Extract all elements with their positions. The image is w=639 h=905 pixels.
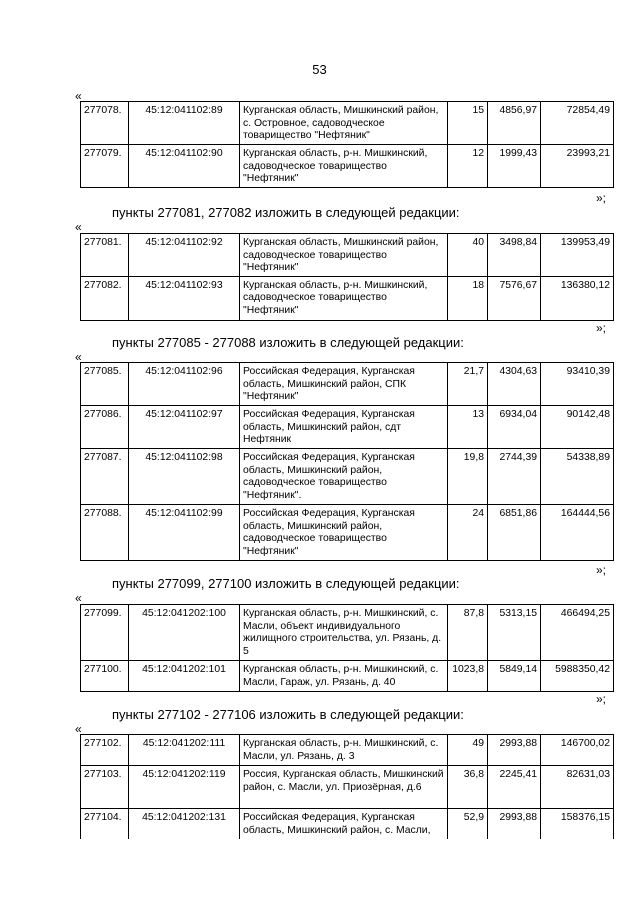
quote-open: « [75,89,82,103]
cadastral-number: 45:12:041102:98 [129,449,240,505]
item-number: 277102. [81,735,129,766]
area: 21,7 [448,363,488,406]
table-row [81,449,614,505]
quote-open: « [75,220,82,234]
item-number: 277081. [81,234,129,277]
address: Курганская область, р-н. Мишкинский, с. Масли, Гараж, ул. Рязань, д. 40 [240,661,448,692]
address: Российская Федерация, Курганская область, Мишкинский район, с. Масли, [240,809,448,839]
address: Российская Федерация, Курганская область, Мишкинский район, СПК "Нефтяник" [240,363,448,406]
quote-close: »; [596,563,607,577]
table-row [81,102,614,145]
cadastral-value: 139953,49 [541,234,614,277]
section-heading: пункты 277102 - 277106 изложить в следующей редакции: [112,707,464,722]
item-number: 277088. [81,505,129,561]
cadastral-value: 82631,03 [541,766,614,809]
area: 36,8 [448,766,488,809]
unit-price: 1999,43 [488,145,541,188]
unit-price: 2993,88 [488,809,541,839]
area: 52,9 [448,809,488,839]
area: 12 [448,145,488,188]
quote-close: »; [596,321,607,335]
cadastral-value: 5988350,42 [541,661,614,692]
quote-open: « [75,722,82,736]
cadastral-value: 136380,12 [541,276,614,320]
section-heading: пункты 277081, 277082 изложить в следующей редакции: [112,205,460,220]
unit-price: 2744,39 [488,449,541,505]
cadastral-value: 146700,02 [541,735,614,766]
cadastral-value: 158376,15 [541,809,614,839]
property-table [80,101,614,188]
item-number: 277085. [81,363,129,406]
cadastral-number: 45:12:041202:131 [129,809,240,839]
unit-price: 6934,04 [488,406,541,449]
table-row [81,145,614,188]
address: Российская Федерация, Курганская область, Мишкинский район, сдт Нефтяник [240,406,448,449]
cadastral-number: 45:12:041202:111 [129,735,240,766]
table-row [81,809,614,839]
address: Россия, Курганская область, Мишкинский район, с. Масли, ул. Приозёрная, д.6 [240,766,448,809]
item-number: 277104. [81,809,129,839]
address: Курганская область, р-н. Мишкинский, садоводческое товарищество "Нефтяник" [240,145,448,188]
page-number: 53 [312,62,327,77]
area: 87,8 [448,605,488,661]
quote-open: « [75,350,82,364]
item-number: 277103. [81,766,129,809]
item-number: 277099. [81,605,129,661]
quote-close: »; [596,692,607,706]
cadastral-number: 45:12:041102:89 [129,102,240,145]
item-number: 277100. [81,661,129,692]
cadastral-number: 45:12:041102:93 [129,276,240,320]
area: 40 [448,234,488,277]
table-row [81,766,614,809]
address: Курганская область, р-н. Мишкинский, садоводческое товарищество "Нефтяник" [240,276,448,320]
item-number: 277087. [81,449,129,505]
property-table [80,604,614,692]
item-number: 277082. [81,276,129,320]
cadastral-number: 45:12:041102:92 [129,234,240,277]
section-heading: пункты 277085 - 277088 изложить в следующей редакции: [112,335,464,350]
cadastral-value: 72854,49 [541,102,614,145]
address: Курганская область, р-н. Мишкинский, с. Масли, ул. Рязань, д. 3 [240,735,448,766]
quote-close: »; [596,191,607,205]
table-row [81,605,614,661]
item-number: 277086. [81,406,129,449]
table-row [81,234,614,277]
item-number: 277079. [81,145,129,188]
cadastral-number: 45:12:041102:96 [129,363,240,406]
section-heading: пункты 277099, 277100 изложить в следующей редакции: [112,576,460,591]
quote-open: « [75,591,82,605]
area: 13 [448,406,488,449]
unit-price: 4856,97 [488,102,541,145]
area: 49 [448,735,488,766]
property-table [80,233,614,321]
cadastral-value: 466494,25 [541,605,614,661]
cadastral-number: 45:12:041102:90 [129,145,240,188]
cadastral-number: 45:12:041202:100 [129,605,240,661]
cadastral-value: 93410,39 [541,363,614,406]
property-table [80,362,614,561]
address: Курганская область, Мишкинский район, с. Островное, садоводческое товарищество "Нефтяник" [240,102,448,145]
unit-price: 5313,15 [488,605,541,661]
area: 15 [448,102,488,145]
table-row [81,661,614,692]
cadastral-number: 45:12:041102:99 [129,505,240,561]
unit-price: 2245,41 [488,766,541,809]
address: Российская Федерация, Курганская область, Мишкинский район, садоводческое товарищество "Нефтяник" [240,505,448,561]
unit-price: 3498,84 [488,234,541,277]
area: 1023,8 [448,661,488,692]
table-row [81,276,614,320]
cadastral-number: 45:12:041102:97 [129,406,240,449]
table-row [81,735,614,766]
cadastral-number: 45:12:041202:101 [129,661,240,692]
unit-price: 2993,88 [488,735,541,766]
cadastral-value: 54338,89 [541,449,614,505]
cadastral-value: 164444,56 [541,505,614,561]
unit-price: 6851,86 [488,505,541,561]
unit-price: 4304,63 [488,363,541,406]
table-row [81,505,614,561]
cadastral-value: 90142,48 [541,406,614,449]
unit-price: 7576,67 [488,276,541,320]
cadastral-number: 45:12:041202:119 [129,766,240,809]
address: Российская Федерация, Курганская область, Мишкинский район, садоводческое товарищество "Нефтяник". [240,449,448,505]
area: 24 [448,505,488,561]
table-row [81,406,614,449]
property-table [80,734,614,839]
cadastral-value: 23993,21 [541,145,614,188]
address: Курганская область, Мишкинский район, садоводческое товарищество "Нефтяник" [240,234,448,277]
area: 19,8 [448,449,488,505]
unit-price: 5849,14 [488,661,541,692]
address: Курганская область, р-н. Мишкинский, с. Масли, объект индивидуального жилищного строительства, ул. Рязань, д. 5 [240,605,448,661]
item-number: 277078. [81,102,129,145]
area: 18 [448,276,488,320]
table-row [81,363,614,406]
